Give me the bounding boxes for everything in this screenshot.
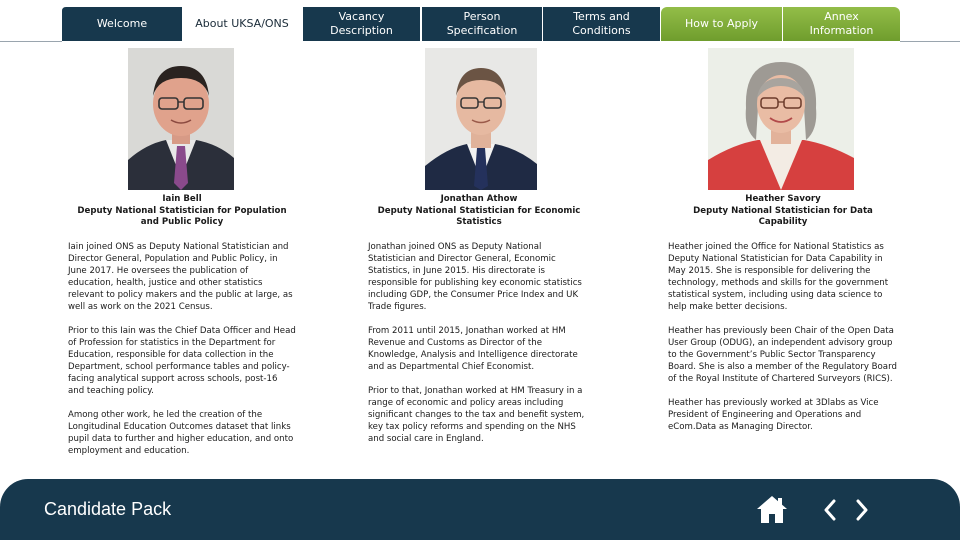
tab-terms-label: Terms and Conditions: [572, 10, 631, 37]
bio-column-2: [368, 194, 590, 457]
previous-page-button[interactable]: [820, 496, 840, 524]
portrait-photo-2: [425, 48, 537, 190]
person-name: Heather Savory: [745, 194, 821, 204]
tab-about-label: About UKSA/ONS: [195, 17, 289, 30]
bio-column-1: [68, 194, 296, 469]
bio-paragraph: Iain joined ONS as Deputy National Statistician and Director General, Population and Public Policy, in June 2017. He oversees the publication of education, health, justice and other statistics relevant to policy makers and the public at large, as well as work on the 2021 Census.: [68, 241, 293, 312]
tab-vacancy-label: Vacancy Description: [330, 10, 393, 37]
home-button[interactable]: [755, 493, 789, 525]
person-role: Deputy National Statistician for Economic Statistics: [377, 205, 581, 227]
bio-paragraph: Among other work, he led the creation of the Longitudinal Education Outcomes dataset that links pupil data to further and higher education, and onto employment and education.: [68, 409, 294, 456]
person-role: Deputy National Statistician for Population and Public Policy: [77, 205, 287, 227]
tab-annex-information[interactable]: [782, 7, 900, 41]
tab-person-specification[interactable]: [421, 7, 542, 41]
bio-paragraph: Heather has previously been Chair of the Open Data User Group (ODUG), an independent advisory group to the Government’s Public Sector Transparency Board. She is also a member of the Regulatory Board of the Royal Institute of Chartered Surveyors (RICS).: [668, 325, 897, 384]
tab-apply-label: How to Apply: [684, 17, 759, 30]
bio-paragraph: From 2011 until 2015, Jonathan worked at HM Revenue and Customs as Director of the Knowledge, Analysis and Intelligence directorate and as Departmental Chief Economist.: [368, 325, 578, 372]
bio-paragraph: Heather joined the Office for National Statistics as Deputy National Statistician for Data Capability in May 2015. She is responsible for delivering the technology, methods and skills for the government statistical system, including using data science to help make better decisions.: [668, 241, 889, 312]
bio-paragraph: Prior to that, Jonathan worked at HM Treasury in a range of economic and policy areas including significant changes to the tax and benefit system, key tax policy reforms and spending on the NHS and social care in England.: [368, 385, 585, 444]
chevron-right-icon: [852, 496, 872, 524]
bio-column-3: [668, 194, 898, 445]
footer-title: Candidate Pack: [44, 499, 172, 519]
tab-about[interactable]: [182, 7, 302, 41]
nav-rule-right: [900, 41, 960, 42]
tab-welcome-label: Welcome: [96, 17, 148, 30]
tab-person-label: Person Specification: [446, 10, 518, 37]
chevron-left-icon: [820, 496, 840, 524]
tab-vacancy-description[interactable]: [302, 7, 420, 41]
person-name: Jonathan Athow: [440, 194, 518, 204]
bio-paragraph: Heather has previously worked at 3Dlabs as Vice President of Engineering and Operations and eCom.Data as Managing Director.: [668, 397, 879, 432]
tab-how-to-apply[interactable]: [661, 7, 782, 41]
person-role: Deputy National Statistician for Data Capability: [693, 205, 873, 227]
tab-terms-and-conditions[interactable]: [542, 7, 660, 41]
next-page-button[interactable]: [852, 496, 872, 524]
bio-paragraph: Jonathan joined ONS as Deputy National Statistician and Director General, Economic Statistics, in June 2015. His directorate is responsible for publishing key economic statistics including GDP, the Consumer Price Index and UK Trade figures.: [368, 241, 582, 312]
bio-paragraph: Prior to this Iain was the Chief Data Officer and Head of Profession for statistics in the Department for Education, responsible for data collection in the Department, school performance tables and policy-facing analytical support across schools, post-16 and teaching policy.: [68, 325, 296, 396]
home-icon: [755, 493, 789, 525]
portrait-photo-3: [708, 48, 854, 190]
portrait-photo-1: [128, 48, 234, 190]
nav-rule-left: [0, 41, 62, 42]
tab-welcome[interactable]: [62, 7, 182, 41]
person-name: Iain Bell: [162, 194, 202, 204]
tab-annex-label: Annex Information: [809, 10, 874, 37]
